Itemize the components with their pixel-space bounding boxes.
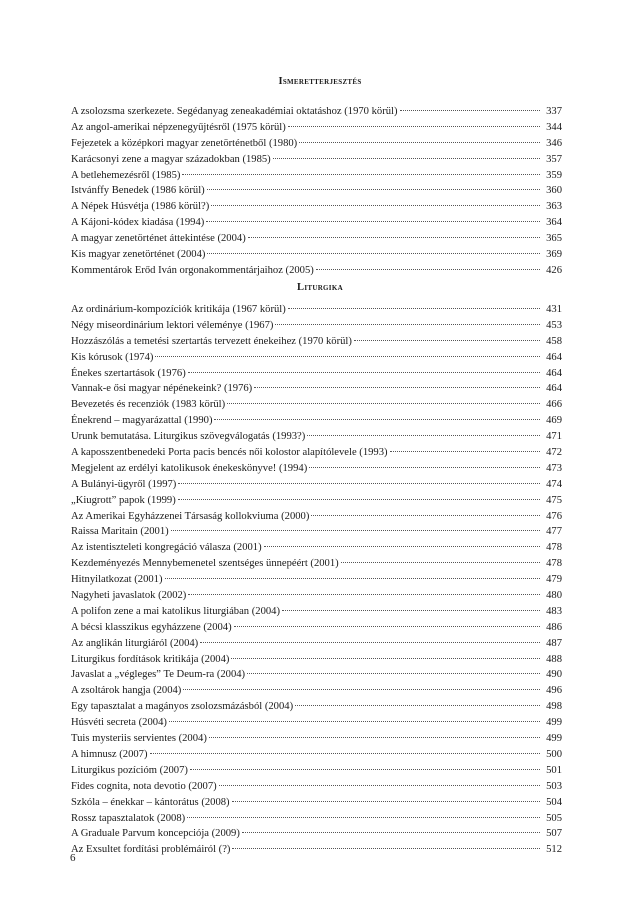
toc-entry [71, 588, 562, 604]
toc-entry [71, 731, 562, 747]
toc-entry-title: Istvánffy Benedek (1986 körül) [71, 185, 205, 197]
toc-entry-title: Az ordinárium-kompozíciók kritikája (1967 körül) [71, 304, 286, 315]
toc-entry-title: A polifon zene a mai katolikus liturgiában (2004) [71, 605, 280, 617]
dot-leader [311, 514, 540, 516]
toc-entry-page: 337 [546, 106, 562, 117]
toc-entry-title: A zsoltárok hangja (2004) [71, 685, 182, 697]
dot-leader [178, 498, 540, 500]
dot-leader [150, 752, 540, 754]
toc-entry-title: Az Amerikai Egyházzenei Társaság kollokviuma (2000) [71, 510, 310, 522]
toc-entry-page: 466 [546, 399, 562, 411]
toc-entry-page: 464 [546, 383, 562, 395]
toc-entry-title: Az angol-amerikai népzenegyűjtésről (1975 körül) [71, 121, 286, 133]
toc-entry-title: Négy miseordinárium lektori véleménye (1967) [71, 319, 274, 331]
toc-entry [71, 509, 562, 525]
dot-leader [183, 688, 540, 690]
dot-leader [282, 609, 540, 611]
toc-entry-title: A kaposszentbenedeki Porta pacis bencés női kolostor alapítólevele (1993) [71, 447, 388, 459]
toc-entry [71, 636, 562, 652]
toc-entry-title: A Népek Húsvétja (1986 körül?) [71, 201, 210, 213]
toc-entry-page: 480 [546, 590, 562, 602]
toc-entry [71, 556, 562, 572]
dot-leader [211, 204, 540, 206]
toc-entry-page: 504 [546, 796, 562, 808]
toc-entry-page: 453 [546, 319, 562, 331]
toc-entry-page: 464 [546, 367, 562, 379]
toc-entry [71, 842, 562, 858]
toc-entry [71, 826, 562, 842]
dot-leader [273, 157, 540, 159]
toc-entry-title: Kis magyar zenetörténet (2004) [71, 249, 206, 261]
dot-leader [264, 545, 540, 547]
toc-entry-page: 512 [546, 844, 562, 856]
toc-entry-title: Urunk bemutatása. Liturgikus szövegválogatás (1993?) [71, 431, 306, 443]
toc-entry [71, 620, 562, 636]
toc-entry-title: A Kájoni-kódex kiadása (1994) [71, 217, 205, 229]
toc-entry-title: A Bulányi-ügyről (1997) [71, 478, 177, 490]
toc-entry [71, 461, 562, 477]
toc-entry [71, 779, 562, 795]
toc-entry-page: 472 [546, 447, 562, 459]
toc-entry [71, 215, 562, 231]
toc-entry-page: 507 [546, 828, 562, 840]
toc-entry-page: 477 [546, 526, 562, 538]
toc-entry-page: 486 [546, 621, 562, 633]
dot-leader [354, 339, 540, 341]
toc-entry [71, 397, 562, 413]
toc-entry-title: A Graduale Parvum koncepciója (2009) [71, 828, 240, 840]
toc-entry-page: 478 [546, 558, 562, 570]
toc-entry-title: Vannak-e ősi magyar népénekeink? (1976) [71, 383, 253, 395]
toc-entry [71, 168, 562, 184]
toc-entry-page: 474 [546, 478, 562, 490]
dot-leader [390, 450, 540, 452]
toc-entry [71, 334, 562, 350]
dot-leader [232, 847, 540, 849]
toc-entry-page: 426 [546, 264, 562, 276]
toc-entry-title: Fides cognita, nota devotio (2007) [71, 780, 217, 792]
toc-entry-page: 365 [546, 233, 562, 245]
toc-list-liturgika [71, 302, 562, 858]
toc-entry-page: 473 [546, 462, 562, 474]
toc-entry-title: Az anglikán liturgiáról (2004) [71, 637, 199, 649]
toc-entry-title: Javaslat a „végleges” Te Deum-ra (2004) [71, 669, 246, 681]
toc-entry [71, 477, 562, 493]
toc-entry [71, 524, 562, 540]
toc-entry [71, 493, 562, 509]
dot-leader [288, 307, 540, 309]
toc-entry-title: Tuis mysteriis servientes (2004) [71, 733, 207, 745]
dot-leader [200, 641, 540, 643]
dot-leader [188, 593, 540, 595]
toc-entry-title: Raissa Maritain (2001) [71, 526, 169, 538]
dot-leader [188, 371, 540, 373]
dot-leader [169, 720, 540, 722]
toc-entry-page: 464 [546, 351, 562, 363]
toc-entry-title: Húsvéti secreta (2004) [71, 717, 167, 729]
toc-entry-page: 478 [546, 542, 562, 554]
toc-entry-title: A himnusz (2007) [71, 748, 148, 760]
toc-entry-page: 488 [546, 653, 562, 665]
toc-entry [71, 199, 562, 215]
dot-leader [171, 529, 540, 531]
toc-entry-title: Karácsonyi zene a magyar századokban (1985) [71, 153, 271, 165]
toc-entry [71, 247, 562, 263]
dot-leader [209, 736, 540, 738]
dot-leader [288, 125, 540, 127]
dot-leader [219, 784, 540, 786]
dot-leader [182, 173, 540, 175]
toc-entry [71, 652, 562, 668]
toc-entry-page: 359 [546, 169, 562, 181]
section-title-ismeretterjesztes: Ismeretterjesztés [278, 76, 362, 87]
toc-entry-page: 469 [546, 415, 562, 427]
toc-entry-title: Énekrend – magyarázattal (1990) [71, 415, 213, 427]
toc-entry-title: „Kiugrott” papok (1999) [71, 494, 176, 506]
toc-entry-page: 499 [546, 733, 562, 745]
toc-entry-title: Hozzászólás a temetési szertartás tervezett énekeihez (1970 körül) [71, 335, 352, 347]
dot-leader [227, 402, 540, 404]
toc-entry-title: Szkóla – énekkar – kántorátus (2008) [71, 796, 230, 808]
toc-entry-title: Az istentiszteleti kongregáció válasza (2001) [71, 542, 262, 554]
toc-entry [71, 667, 562, 683]
toc-entry-page: 431 [546, 304, 562, 315]
dot-leader [232, 800, 540, 802]
toc-entry-title: Fejezetek a középkori magyar zenetörténetből (1980) [71, 137, 298, 149]
dot-leader [316, 268, 540, 270]
toc-entry [71, 120, 562, 136]
toc-entry-title: A magyar zenetörténet áttekintése (2004) [71, 233, 246, 245]
dot-leader [341, 561, 540, 563]
toc-entry [71, 715, 562, 731]
toc-entry-title: Kezdeményezés Mennybemenetel szentséges ünnepéért (2001) [71, 558, 339, 570]
dot-leader [248, 236, 540, 238]
dot-leader [178, 482, 540, 484]
toc-entry [71, 231, 562, 247]
dot-leader [231, 657, 540, 659]
dot-leader [242, 831, 540, 833]
toc-entry [71, 318, 562, 334]
toc-entry [71, 699, 562, 715]
toc-entry [71, 183, 562, 199]
toc-list-ismeretterjesztes [71, 104, 562, 279]
dot-leader [299, 141, 540, 143]
toc-entry [71, 811, 562, 827]
toc-entry-page: 346 [546, 137, 562, 149]
toc-entry-page: 357 [546, 153, 562, 165]
toc-entry-title: Kis kórusok (1974) [71, 351, 154, 363]
toc-entry-page: 360 [546, 185, 562, 197]
toc-entry-title: Egy tapasztalat a magányos zsolozsmázásból (2004) [71, 701, 294, 713]
toc-entry-page: 475 [546, 494, 562, 506]
toc-entry-page: 498 [546, 701, 562, 713]
dot-leader [400, 109, 540, 111]
dot-leader [165, 577, 541, 579]
toc-entry [71, 104, 562, 120]
toc-entry-title: A betlehemezésről (1985) [71, 169, 181, 181]
toc-entry [71, 366, 562, 382]
toc-entry [71, 795, 562, 811]
toc-entry [71, 302, 562, 318]
dot-leader [155, 355, 540, 357]
section-title-liturgika: Liturgika [297, 282, 343, 293]
toc-entry [71, 763, 562, 779]
toc-entry [71, 572, 562, 588]
dot-leader [207, 188, 540, 190]
dot-leader [234, 625, 540, 627]
toc-entry-title: Hitnyilatkozat (2001) [71, 574, 163, 586]
toc-entry-page: 503 [546, 780, 562, 792]
dot-leader [309, 466, 540, 468]
dot-leader [214, 418, 540, 420]
toc-entry-title: Rossz tapasztalatok (2008) [71, 812, 186, 824]
toc-entry [71, 445, 562, 461]
toc-entry [71, 683, 562, 699]
dot-leader [254, 386, 540, 388]
toc-entry [71, 263, 562, 279]
toc-entry-page: 496 [546, 685, 562, 697]
toc-entry-title: Kommentárok Erőd Iván orgonakommentárjaihoz (2005) [71, 264, 314, 276]
toc-entry-page: 501 [546, 764, 562, 776]
toc-entry [71, 413, 562, 429]
dot-leader [295, 704, 540, 706]
toc-entry [71, 540, 562, 556]
toc-entry-title: Liturgikus pozícióm (2007) [71, 764, 188, 776]
dot-leader [307, 434, 540, 436]
toc-entry-page: 505 [546, 812, 562, 824]
dot-leader [275, 323, 540, 325]
toc-entry-title: A zsolozsma szerkezete. Segédanyag zeneakadémiai oktatáshoz (1970 körül) [71, 106, 398, 117]
toc-entry-page: 344 [546, 121, 562, 133]
toc-entry [71, 350, 562, 366]
toc-entry-page: 363 [546, 201, 562, 213]
toc-entry-title: Megjelent az erdélyi katolikusok énekeskönyve! (1994) [71, 462, 308, 474]
toc-entry-title: Bevezetés és recenziók (1983 körül) [71, 399, 226, 411]
toc-entry [71, 381, 562, 397]
dot-leader [247, 672, 540, 674]
toc-entry-page: 458 [546, 335, 562, 347]
dot-leader [190, 768, 540, 770]
toc-entry-title: A bécsi klasszikus egyházzene (2004) [71, 621, 232, 633]
toc-entry-page: 369 [546, 249, 562, 261]
toc-entry [71, 136, 562, 152]
toc-entry-page: 483 [546, 605, 562, 617]
toc-entry-page: 500 [546, 748, 562, 760]
toc-entry-title: Az Exsultet fordítási problémáiról (?) [71, 844, 231, 856]
dot-leader [207, 252, 540, 254]
toc-entry-page: 499 [546, 717, 562, 729]
toc-entry-page: 471 [546, 431, 562, 443]
toc-entry-page: 487 [546, 637, 562, 649]
toc-entry [71, 152, 562, 168]
toc-entry [71, 604, 562, 620]
toc-entry-page: 364 [546, 217, 562, 229]
toc-entry-title: Énekes szertartások (1976) [71, 367, 186, 379]
toc-entry [71, 747, 562, 763]
toc-entry-title: Nagyheti javaslatok (2002) [71, 590, 187, 602]
dot-leader [187, 816, 540, 818]
page-number: 6 [70, 852, 76, 864]
toc-entry-title: Liturgikus fordítások kritikája (2004) [71, 653, 230, 665]
toc-entry-page: 476 [546, 510, 562, 522]
toc-entry-page: 479 [546, 574, 562, 586]
toc-entry-page: 490 [546, 669, 562, 681]
toc-entry [71, 429, 562, 445]
dot-leader [206, 220, 540, 222]
